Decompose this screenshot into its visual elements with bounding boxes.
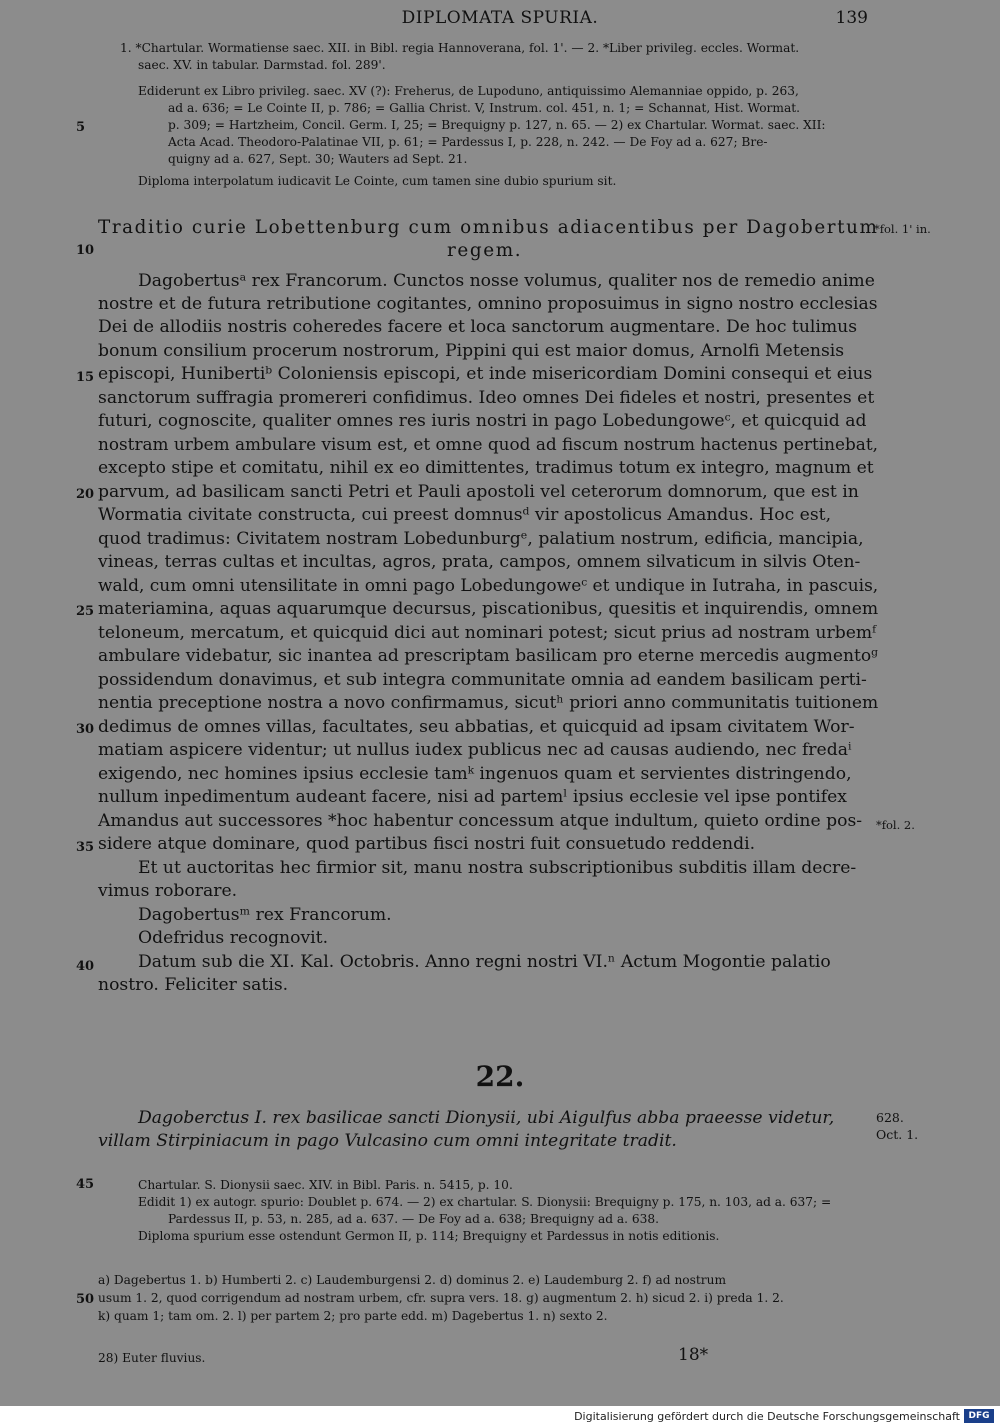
- running-header-title: DIPLOMATA SPURIA.: [401, 8, 599, 28]
- text-line: Wormatia civitate constructa, cui preest domnusᵈ vir apostolicus Amandus. Hoc est,: [98, 505, 832, 525]
- text-line: vineas, terras cultas et incultas, agros, prata, campos, omnem silvaticum in silvis Oten-: [98, 552, 861, 572]
- footnote-line: usum 1. 2, quod corrigendum ad nostram urbem, cfr. supra vers. 18. g) augmentum 2. h) sicud 2. i) preda 1. 2.: [98, 1291, 784, 1305]
- document-date-day: Oct. 1.: [876, 1127, 919, 1142]
- line-number: 35: [76, 840, 95, 855]
- source-line: Diploma spurium esse ostendunt Germon II, p. 114; Brequigny et Pardessus in notis editionis.: [138, 1229, 720, 1243]
- line-number: 20: [76, 487, 95, 502]
- text-line: nentia preceptione nostra a novo confirmamus, sicutʰ priori anno communitatis tuitionem: [98, 693, 879, 713]
- line-number: 50: [76, 1292, 95, 1307]
- source-line: 1. *Chartular. Wormatiense saec. XII. in Bibl. regia Hannoverana, fol. 1'. — 2. *Liber privileg. eccles. Wormat.: [120, 41, 800, 55]
- source-line: saec. XV. in tabular. Darmstad. fol. 289'.: [138, 58, 386, 72]
- document-number: 22.: [475, 1060, 525, 1093]
- source-line: Chartular. S. Dionysii saec. XIV. in Bibl. Paris. n. 5415, p. 10.: [138, 1178, 513, 1192]
- document-title-line: Dagoberctus I. rex basilicae sancti Dionysii, ubi Aigulfus abba praeesse videtur,: [138, 1108, 835, 1128]
- text-line: matiam aspicere videntur; ut nullus iudex publicus nec ad causas audiendo, nec fredaⁱ: [98, 740, 852, 760]
- text-line: nostram urbem ambulare visum est, et omne quod ad fiscum nostrum hactenus pertinebat,: [98, 435, 878, 455]
- line-number: 40: [76, 959, 95, 974]
- text-line: Amandus aut successores *hoc habentur concessum atque indultum, quieto ordine pos-: [98, 811, 863, 831]
- text-line: Dagobertusᵐ rex Francorum.: [138, 905, 392, 925]
- text-line: Dei de allodiis nostris coheredes facere et loca sanctorum augmentare. De hoc tulimus: [98, 317, 858, 337]
- text-line: vimus roborare.: [98, 881, 238, 901]
- source-line: Edidit 1) ex autogr. spurio: Doublet p. 674. — 2) ex chartular. S. Dionysii: Brequigny p. 175, n. 103, ad a. 637; =: [138, 1195, 832, 1209]
- text-line: bonum consilium procerum nostrorum, Pippini qui est maior domus, Arnolfi Metensis: [98, 341, 845, 361]
- line-number: 30: [76, 722, 95, 737]
- text-line: excepto stipe et comitatu, nihil ex eo dimittentes, tradimus totum ex integro, magnum et: [98, 458, 874, 478]
- text-line: Datum sub die XI. Kal. Octobris. Anno regni nostri VI.ⁿ Actum Mogontie palatio: [138, 952, 831, 972]
- page-number: 139: [835, 8, 868, 28]
- text-line: futuri, cognoscite, qualiter omnes res iuris nostri in pago Lobedungoweᶜ, et quicquid ad: [98, 411, 867, 431]
- credit-bar: [0, 1406, 1000, 1427]
- document-date-year: 628.: [876, 1110, 904, 1125]
- document-title-line: regem.: [447, 240, 523, 261]
- line-number: 10: [76, 243, 95, 258]
- source-line: Ediderunt ex Libro privileg. saec. XV (?): Freherus, de Lupoduno, antiquissimo Alemanniae oppido, p. 263,: [138, 84, 799, 98]
- text-line: materiamina, aquas aquarumque decursus, piscationibus, quesitis et inquirendis, omnem: [98, 599, 879, 619]
- margin-folio-note: *fol. 2.: [876, 818, 915, 832]
- explanatory-note: 28) Euter fluvius.: [98, 1351, 206, 1365]
- document-title-line: Traditio curie Lobettenburg cum omnibus adiacentibus per Dagobertum: [98, 217, 879, 238]
- text-line: Dagobertusᵃ rex Francorum. Cunctos nosse volumus, qualiter nos de remedio anime: [138, 271, 875, 291]
- dfg-logo-icon: DFG: [964, 1409, 994, 1423]
- text-line: nostre et de futura retributione cogitantes, omnino proposuimus in signo nostro ecclesias: [98, 294, 878, 314]
- line-number: 5: [76, 120, 86, 135]
- line-number: 45: [76, 1177, 95, 1192]
- source-line: p. 309; = Hartzheim, Concil. Germ. I, 25; = Brequigny p. 127, n. 65. — 2) ex Chartular. Wormat. saec. XII:: [168, 118, 826, 132]
- footnote-line: a) Dagebertus 1. b) Humberti 2. c) Laudemburgensi 2. d) dominus 2. e) Laudemburg 2. f) ad nostrum: [98, 1273, 727, 1287]
- text-line: ambulare videbatur, sic inantea ad prescriptam basilicam pro eterne mercedis augmentoᵍ: [98, 646, 878, 666]
- text-line: exigendo, nec homines ipsius ecclesie tamᵏ ingenuos quam et servientes distringendo,: [98, 764, 852, 784]
- text-line: parvum, ad basilicam sancti Petri et Pauli apostoli vel ceterorum domnorum, que est in: [98, 482, 859, 502]
- source-line: Pardessus II, p. 53, n. 285, ad a. 637. — De Foy ad a. 638; Brequigny ad a. 638.: [168, 1212, 660, 1226]
- line-number: 25: [76, 604, 95, 619]
- text-line: nostro. Feliciter satis.: [98, 975, 289, 995]
- text-line: nullum inpedimentum audeant facere, nisi ad partemˡ ipsius ecclesie vel ipse pontifex: [98, 787, 847, 807]
- footnote-line: k) quam 1; tam om. 2. l) per partem 2; pro parte edd. m) Dagebertus 1. n) sexto 2.: [98, 1309, 608, 1323]
- signature-mark: 18*: [678, 1345, 709, 1365]
- text-line: quod tradimus: Civitatem nostram Lobedunburgᵉ, palatium nostrum, edificia, mancipia,: [98, 529, 864, 549]
- text-line: possidendum donavimus, et sub integra communitate omnia ad eandem basilicam perti-: [98, 670, 867, 690]
- text-line: Et ut auctoritas hec firmior sit, manu nostra subscriptionibus subditis illam decre-: [138, 858, 857, 878]
- text-line: dedimus de omnes villas, facultates, seu abbatias, et quicquid ad ipsam civitatem Wor-: [98, 717, 855, 737]
- margin-folio-note: *fol. 1' in.: [874, 222, 931, 236]
- text-line: sidere atque dominare, quod partibus fisci nostri fuit consuetudo reddendi.: [98, 834, 756, 854]
- source-line: Diploma interpolatum iudicavit Le Cointe, cum tamen sine dubio spurium sit.: [138, 174, 617, 188]
- text-line: sanctorum suffragia promereri confidimus. Ideo omnes Dei fideles et nostri, presentes et: [98, 388, 875, 408]
- source-line: quigny ad a. 627, Sept. 30; Wauters ad Sept. 21.: [168, 152, 468, 166]
- source-line: ad a. 636; = Le Cointe II, p. 786; = Gallia Christ. V, Instrum. col. 451, n. 1; = Schannat, Hist. Wormat.: [168, 101, 800, 115]
- line-number: 15: [76, 370, 95, 385]
- text-line: Odefridus recognovit.: [138, 928, 329, 948]
- text-line: episcopi, Hunibertiᵇ Coloniensis episcopi, et inde misericordiam Domini consequi et eius: [98, 364, 873, 384]
- text-line: teloneum, mercatum, et quicquid dici aut nominari potest; sicut prius ad nostram urbemᶠ: [98, 623, 876, 643]
- text-line: wald, cum omni utensilitate in omni pago Lobedungoweᶜ et undique in Iutraha, in pascuis,: [98, 576, 879, 596]
- credit-text: Digitalisierung gefördert durch die Deutsche Forschungsgemeinschaft: [574, 1410, 960, 1423]
- document-title-line: villam Stirpiniacum in pago Vulcasino cum omni integritate tradit.: [98, 1131, 677, 1151]
- source-line: Acta Acad. Theodoro-Palatinae VII, p. 61; = Pardessus I, p. 228, n. 242. — De Foy ad a. 627; Bre-: [168, 135, 768, 149]
